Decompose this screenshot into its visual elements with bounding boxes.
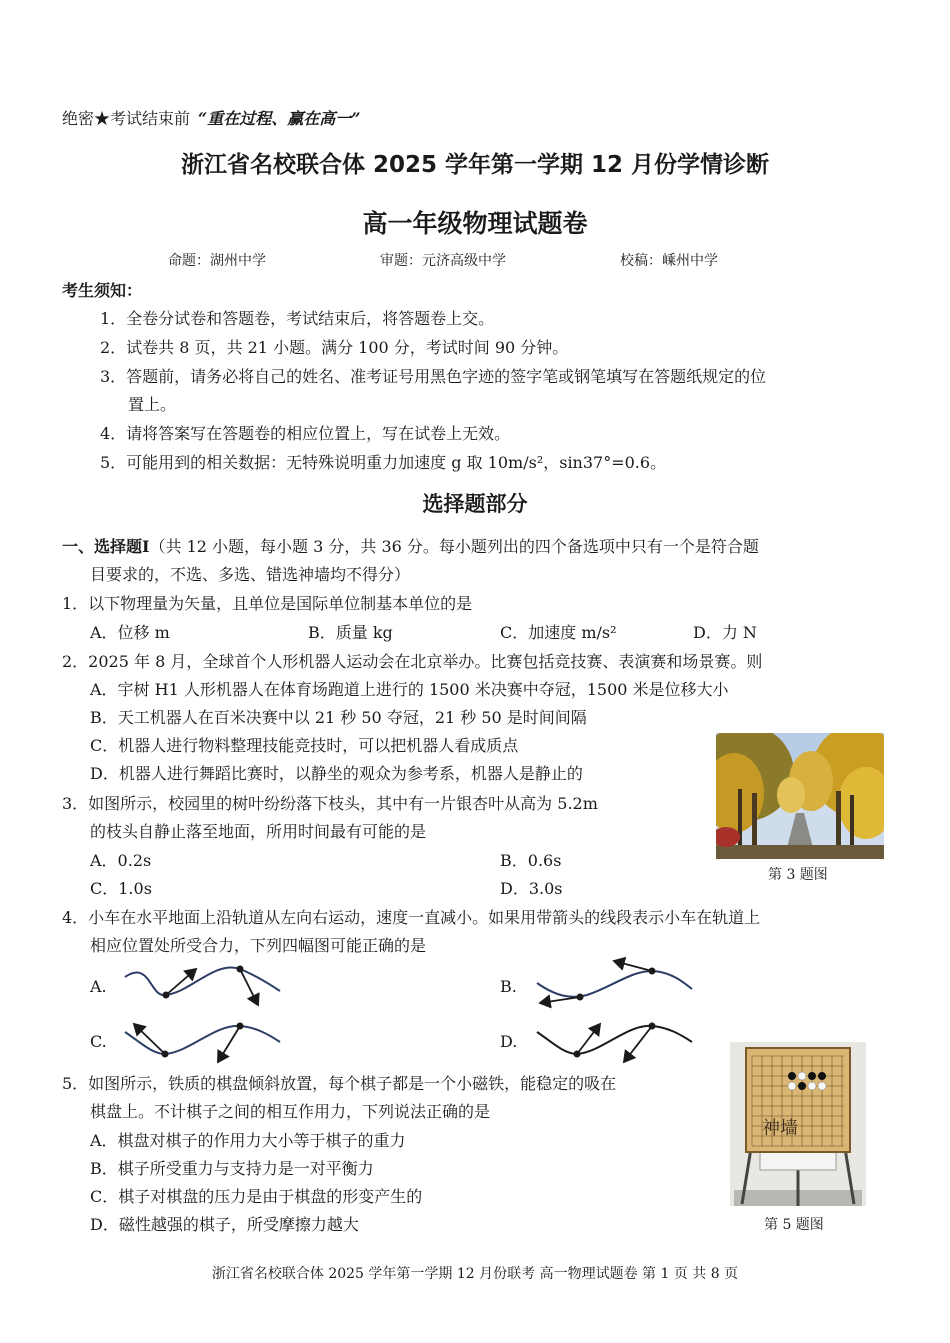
part-description: （共 12 小题，每小题 3 分，共 36 分。每小题列出的四个备选项中只有一个是符合题 [149,537,759,556]
q5-stem-continued: 棋盘上。不计棋子之间的相互作用力，下列说法正确的是 [90,1102,491,1121]
force-arrow [614,961,652,971]
notice-item: 5．可能用到的相关数据：无特殊说明重力加速度 g 取 10m/s²，sin37°=0.6。 [100,453,667,472]
q5-caption: 第 5 题图 [764,1217,824,1233]
slogan: “重在过程、赢在高一” [198,109,361,128]
proofreader-credit: 校稿：嵊州中学 [620,253,718,269]
q4-diagram-b [532,955,697,1015]
q5-option-a: A．棋盘对棋子的作用力大小等于棋子的重力 [90,1131,406,1150]
q3-stem: 3．如图所示，校园里的树叶纷纷落下枝头，其中有一片银杏叶从高为 5.2m [62,794,598,813]
force-arrow [240,969,258,1005]
q1-option-a: A．位移 m [90,623,170,642]
section-title: 选择题部分 [422,492,528,516]
notice-item: 3．答题前，请务必将自己的姓名、准考证号用黑色字迹的签字笔或钢笔填写在答题纸规定的位 [100,367,767,386]
board-text: 神墙 [762,1118,798,1139]
q4-diagram-d [532,1012,697,1072]
q4-label-d: D. [500,1032,518,1051]
track-curve [125,967,280,995]
exam-subtitle: 高一年级物理试题卷 [362,209,588,238]
q4-stem: 4．小车在水平地面上沿轨道从左向右运动，速度一直减小。如果用带箭头的线段表示小车在轨道上 [62,908,761,927]
q5-option-c: C．棋子对棋盘的压力是由于棋盘的形变产生的 [90,1187,423,1206]
force-arrow [218,1026,240,1062]
page-footer: 浙江省名校联合体 2025 学年第一学期 12 月份联考 高一物理试题卷 第 1 页 共 8 页 [211,1266,739,1282]
q4-label-b: B. [500,977,517,996]
part-header [62,534,759,557]
q4-label-a: A. [90,977,107,996]
q1-option-d: D．力 N [693,623,757,642]
q3-option-d: D．3.0s [500,879,563,898]
q4-diagram-c [120,1012,285,1072]
force-arrow [540,997,580,1003]
setter-credit: 命题：湖州中学 [168,253,266,269]
exam-title: 浙江省名校联合体 2025 学年第一学期 12 月份学情诊断 [180,152,770,178]
secret-label: 绝密★考试结束前 [62,109,191,128]
q1-option-b: B．质量 kg [308,623,393,642]
q1-option-c: C．加速度 m/s² [500,623,617,642]
q3-option-a: A．0.2s [90,851,152,870]
part-label: 一、选择题Ⅰ [62,537,150,556]
q1-stem: 1．以下物理量为矢量，且单位是国际单位制基本单位的是 [62,594,473,613]
notice-item: 2．试卷共 8 页，共 21 小题。满分 100 分，考试时间 90 分钟。 [100,338,569,357]
q4-stem-continued: 相应位置处所受合力，下列四幅图可能正确的是 [90,936,427,955]
q2-option-d: D．机器人进行舞蹈比赛时，以静坐的观众为参考系，机器人是静止的 [90,764,583,783]
q4-label-c: C. [90,1032,107,1051]
ginkgo-trees-photo [716,733,884,859]
track-curve [125,1026,280,1054]
notice-item: 4．请将答案写在答题卷的相应位置上，写在试卷上无效。 [100,424,511,443]
q2-option-b: B．天工机器人在百米决赛中以 21 秒 50 夺冠，21 秒 50 是时间间隔 [90,708,587,727]
track-curve [537,1026,692,1054]
notice-item: 1．全卷分试卷和答题卷，考试结束后，将答题卷上交。 [100,309,495,328]
q3-caption: 第 3 题图 [768,867,828,883]
q3-option-c: C．1.0s [90,879,152,898]
notice-heading: 考生须知： [62,281,143,300]
q4-diagram-a [120,955,285,1015]
chessboard-photo [730,1042,866,1206]
q3-stem-continued: 的枝头自静止落至地面，所用时间最有可能的是 [90,822,427,841]
part-description-continued: 目要求的，不选、多选、错选神墙均不得分） [90,565,411,584]
q2-stem: 2．2025 年 8 月，全球首个人形机器人运动会在北京举办。比赛包括竞技赛、表演赛和场景赛。则 [62,652,763,671]
q5-option-d: D．磁性越强的棋子，所受摩擦力越大 [90,1215,359,1234]
q5-option-b: B．棋子所受重力与支持力是一对平衡力 [90,1159,374,1178]
reviewer-credit: 审题：元济高级中学 [380,253,506,269]
confidential-line [62,106,360,129]
force-arrow [577,1024,600,1054]
track-curve [537,971,692,997]
q2-option-c: C．机器人进行物料整理技能竞技时，可以把机器人看成质点 [90,736,519,755]
q3-option-b: B．0.6s [500,851,562,870]
q2-option-a: A．宇树 H1 人形机器人在体育场跑道上进行的 1500 米决赛中夺冠，1500 米是位移大小 [90,680,729,699]
q5-stem: 5．如图所示，铁质的棋盘倾斜放置，每个棋子都是一个小磁铁，能稳定的吸在 [62,1074,617,1093]
notice-item-continued: 置上。 [128,395,177,414]
